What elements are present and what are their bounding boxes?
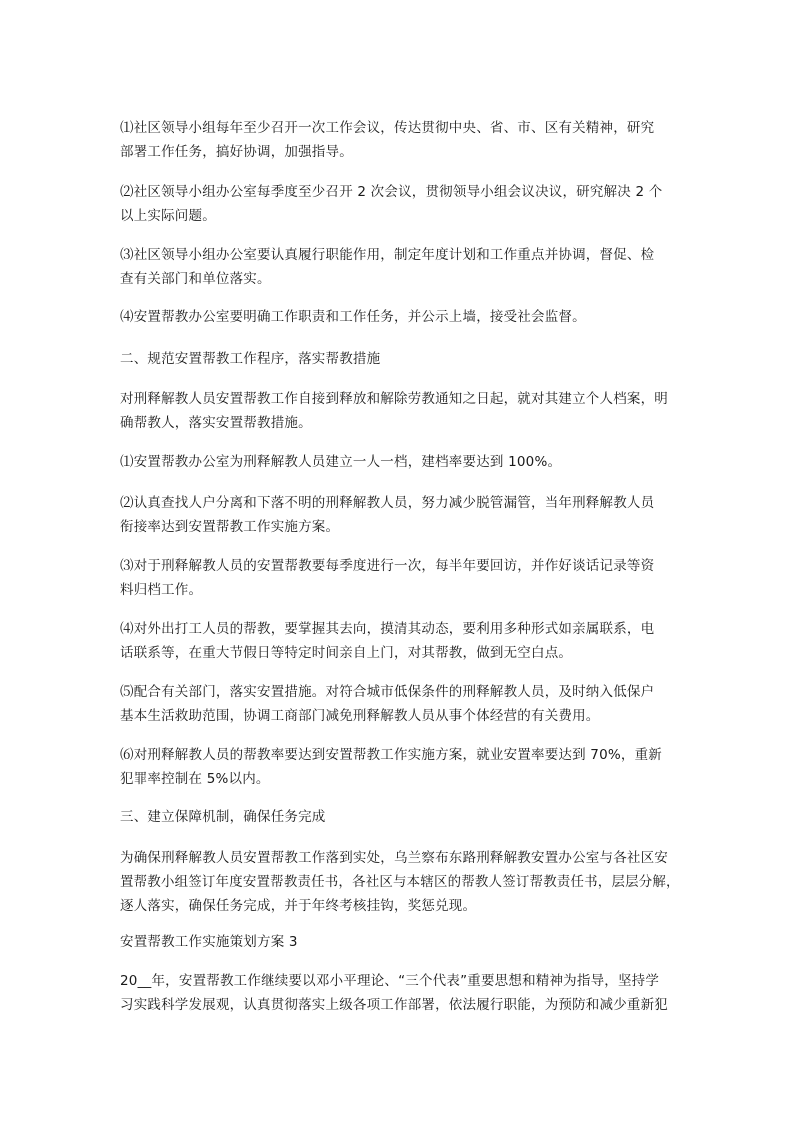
- text-line: ⑴安置帮教办公室为刑释解教人员建立一人一档，建档率要达到 100%。: [120, 454, 562, 470]
- section-heading-3: [120, 805, 680, 829]
- text-line: 对刑释解教人员安置帮教工作自接到释放和解除劳教通知之日起，就对其建立个人档案，明: [120, 391, 668, 407]
- text-line: 部署工作任务，搞好协调，加强指导。: [120, 144, 353, 160]
- paragraph-4: [120, 305, 680, 329]
- paragraph-11: [120, 680, 680, 728]
- text-line: 话联系等，在重大节假日等特定时间亲自上门，对其帮教，做到无空白点。: [120, 645, 573, 661]
- text-line: ⑷对外出打工人员的帮教，要掌握其去向，摸清其动态，要利用多种形式如亲属联系，电: [120, 621, 655, 637]
- text-line: 为确保刑释解教人员安置帮教工作落到实处，乌兰察布东路刑释解教安置办公室与各社区安: [120, 850, 668, 866]
- text-line: 基本生活救助范围，协调工商部门减免刑释解教人员从事个体经营的有关费用。: [120, 708, 600, 724]
- paragraph-16: [120, 969, 680, 1017]
- text-line: 三、建立保障机制，确保任务完成: [120, 809, 326, 825]
- paragraph-8: [120, 491, 680, 539]
- paragraph-1: [120, 116, 680, 164]
- paragraph-2: [120, 180, 680, 228]
- paragraph-3: [120, 243, 680, 291]
- paragraph-9: [120, 554, 680, 602]
- text-line: 习实践科学发展观，认真贯彻落实上级各项工作部署，依法履行职能，为预防和减少重新犯: [120, 997, 668, 1013]
- text-line: ⑵社区领导小组办公室每季度至少召开 2 次会议，贯彻领导小组会议决议，研究解决 2 个: [120, 184, 663, 200]
- text-line: ⑸配合有关部门，落实安置措施。对符合城市低保条件的刑释解教人员，及时纳入低保户: [120, 684, 655, 700]
- text-line: 置帮教小组签订年度安置帮教责任书，各社区与本辖区的帮教人签订帮教责任书，层层分解，: [120, 874, 680, 890]
- text-line: 确帮教人，落实安置帮教措施。: [120, 415, 312, 431]
- text-line: 以上实际问题。: [120, 208, 216, 224]
- text-line: 料归档工作。: [120, 582, 203, 598]
- text-line: ⑶社区领导小组办公室要认真履行职能作用，制定年度计划和工作重点并协调，督促、检: [120, 247, 655, 263]
- text-line: ⑵认真查找人户分离和下落不明的刑释解教人员，努力减少脱管漏管，当年刑释解教人员: [120, 495, 655, 511]
- text-line: 衔接率达到安置帮教工作实施方案。: [120, 519, 340, 535]
- plan-title: [120, 930, 680, 954]
- paragraph-10: [120, 617, 680, 665]
- paragraph-6: [120, 387, 680, 435]
- text-line: ⑶对于刑释解教人员的安置帮教要每季度进行一次，每半年要回访，并作好谈话记录等资: [120, 558, 655, 574]
- paragraph-14: [120, 846, 680, 918]
- text-line: 安置帮教工作实施策划方案 3: [120, 934, 298, 950]
- section-heading-2: [120, 347, 680, 371]
- paragraph-12: [120, 743, 680, 791]
- text-line: 二、规范安置帮教工作程序，落实帮教措施: [120, 351, 381, 367]
- text-line: 逐人落实，确保任务完成，并于年终考核挂钩，奖惩兑现。: [120, 898, 477, 914]
- text-line: 20__年，安置帮教工作继续要以邓小平理论、“三个代表”重要思想和精神为指导，坚持学: [120, 973, 660, 989]
- text-line: 查有关部门和单位落实。: [120, 271, 271, 287]
- text-line: ⑹对刑释解教人员的帮教率要达到安置帮教工作实施方案，就业安置率要达到 70%，重新: [120, 747, 662, 763]
- text-line: ⑷安置帮教办公室要明确工作职责和工作任务，并公示上墙，接受社会监督。: [120, 309, 586, 325]
- text-line: 犯罪率控制在 5%以内。: [120, 771, 270, 787]
- text-line: ⑴社区领导小组每年至少召开一次工作会议，传达贯彻中央、省、市、区有关精神，研究: [120, 120, 655, 136]
- paragraph-7: [120, 450, 680, 474]
